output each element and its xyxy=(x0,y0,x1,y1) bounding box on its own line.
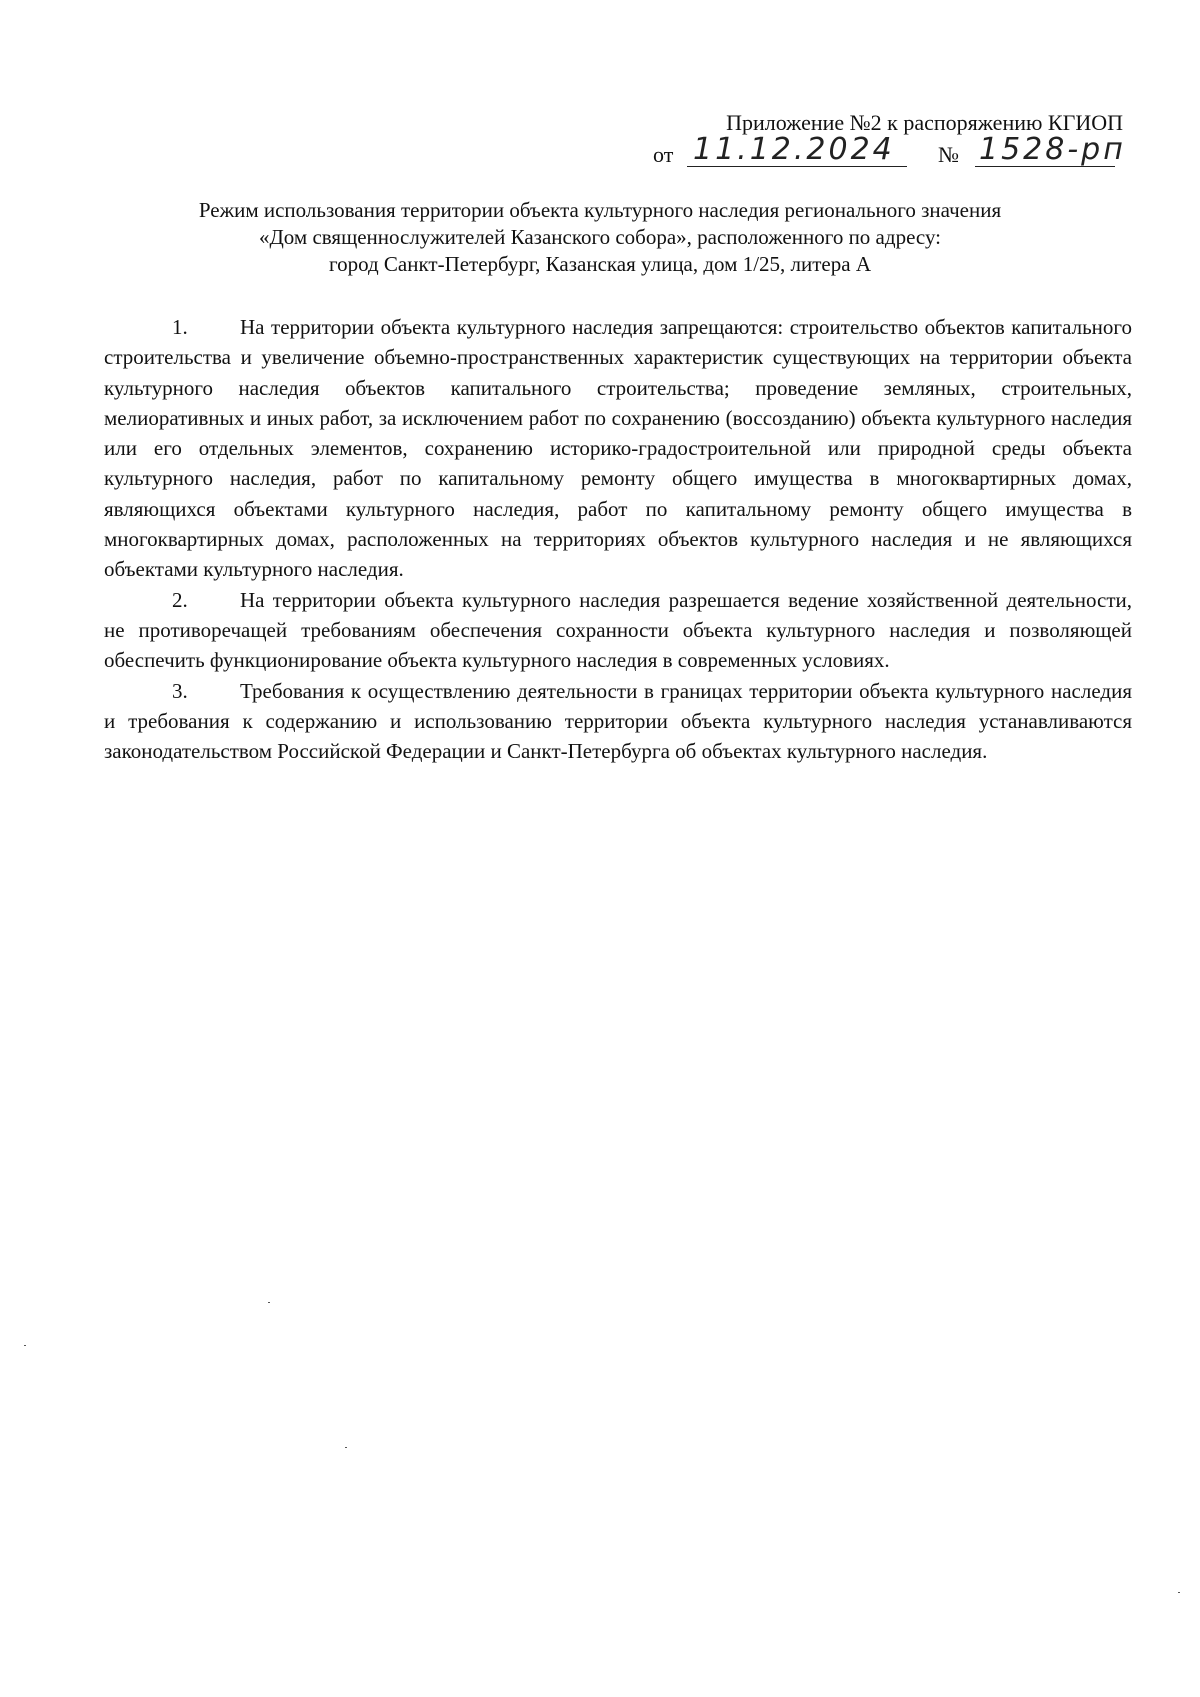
paragraph-3 xyxy=(104,676,1132,767)
paragraph-text: На территории объекта культурного наследия запрещаются: строительство объектов капитального строительства и увеличение объемно-пространственных характеристик существующих на территории объекта культурного наследия объектов капитального строительства; проведение земляных, строительных, мелиоративных и иных работ, за исключением работ по сохранению (воссозданию) объекта культурного наследия или его отдельных элементов, сохранению историко-градостроительной или природной среды объекта культурного наследия, работ по капитальному ремонту общего имущества в многоквартирных домах, являющихся объектами культурного наследия, работ по капитальному ремонту общего имущества в многоквартирных домах, расположенных на территориях объектов культурного наследия и не являющихся объектами культурного наследия. xyxy=(104,315,1132,582)
paragraph-number: 2. xyxy=(172,587,188,612)
number-prefix: № xyxy=(938,142,959,167)
document-title xyxy=(100,197,1100,278)
title-line-2: «Дом священнослужителей Казанского собора», расположенного по адресу: xyxy=(258,225,942,249)
order-date-field xyxy=(687,132,907,167)
paragraph-text: Требования к осуществлению деятельности в границах территории объекта культурного наследия и требования к содержанию и использованию территории объекта культурного наследия устанавливаются законодательством Российской Федерации и Санкт-Петербурга об объектах культурного наследия. xyxy=(104,678,1132,764)
appendix-line: Приложение №2 к распоряжению КГИОП xyxy=(726,110,1123,135)
document-body xyxy=(104,312,1132,766)
order-date-handwritten: 11.12.2024 xyxy=(693,132,895,167)
paragraph-2 xyxy=(104,585,1132,676)
date-prefix: от xyxy=(653,142,674,167)
paragraph-number: 3. xyxy=(172,678,188,703)
paragraph-text: На территории объекта культурного наследия разрешается ведение хозяйственной деятельности, не противоречащей требованиям обеспечения сохранности объекта культурного наследия и позволяющей обеспечить функционирование объекта культурного наследия в современных условиях. xyxy=(104,587,1132,673)
scan-speck xyxy=(1178,1592,1180,1593)
title-line-3: город Санкт-Петербург, Казанская улица, дом 1/25, литера А xyxy=(328,252,871,276)
order-number-field xyxy=(975,132,1126,167)
order-number-handwritten: 1528-рп xyxy=(979,132,1126,167)
paragraph-1 xyxy=(104,312,1132,585)
order-reference xyxy=(653,132,1126,172)
paragraph-number: 1. xyxy=(172,315,188,339)
appendix-header xyxy=(653,110,1126,172)
title-line-1: Режим использования территории объекта культурного наследия регионального значения xyxy=(198,198,1002,222)
scan-speck xyxy=(268,1302,270,1303)
scan-speck xyxy=(345,1447,347,1448)
scan-speck xyxy=(24,1345,26,1346)
